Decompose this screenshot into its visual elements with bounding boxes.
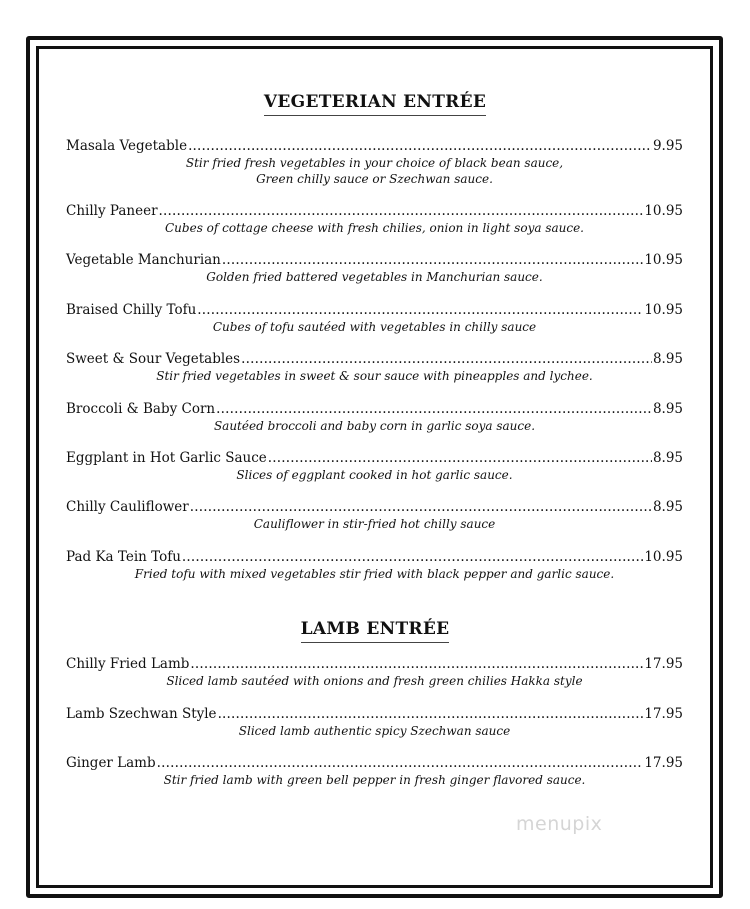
menu-item bbox=[66, 302, 683, 335]
item-description: Cauliflower in stir-fried hot chilly sauce bbox=[253, 517, 496, 531]
item-description: Fried tofu with mixed vegetables stir fried with black pepper and garlic sauce. bbox=[134, 567, 615, 581]
item-price: 17.95 bbox=[644, 656, 683, 672]
menupix-watermark: menupix bbox=[516, 813, 603, 835]
item-description: Slices of eggplant cooked in hot garlic sauce. bbox=[236, 468, 513, 482]
item-description: Sliced lamb authentic spicy Szechwan sauce bbox=[238, 724, 511, 738]
item-description: Cubes of tofu sautéed with vegetables in chilly sauce bbox=[212, 320, 537, 334]
lamb-section-title: LAMB ENTRÉE bbox=[0, 619, 750, 643]
item-name: Braised Chilly Tofu bbox=[66, 302, 197, 318]
menu-item bbox=[66, 755, 683, 788]
menu-item bbox=[66, 401, 683, 434]
item-description: Stir fried vegetables in sweet & sour sauce with pineapples and lychee. bbox=[156, 369, 593, 383]
item-name: Broccoli & Baby Corn bbox=[66, 401, 216, 417]
item-name: Pad Ka Tein Tofu bbox=[66, 549, 181, 565]
item-price: 8.95 bbox=[652, 499, 683, 515]
item-price: 17.95 bbox=[644, 755, 683, 771]
menu-item bbox=[66, 656, 683, 689]
item-price: 10.95 bbox=[644, 252, 683, 268]
menu-item bbox=[66, 499, 683, 532]
item-name: Masala Vegetable bbox=[66, 138, 188, 154]
vegetarian-section-title: VEGETERIAN ENTRÉE bbox=[0, 92, 750, 116]
item-price: 10.95 bbox=[644, 203, 683, 219]
item-description: Cubes of cottage cheese with fresh chilies, onion in light soya sauce. bbox=[165, 221, 584, 235]
item-description: Sautéed broccoli and baby corn in garlic soya sauce. bbox=[213, 419, 536, 433]
item-price: 10.95 bbox=[644, 302, 683, 318]
item-price: 10.95 bbox=[644, 549, 683, 565]
menu-item bbox=[66, 706, 683, 739]
item-price: 8.95 bbox=[652, 450, 683, 466]
item-name: Chilly Paneer bbox=[66, 203, 158, 219]
menu-item bbox=[66, 351, 683, 384]
item-name: Ginger Lamb bbox=[66, 755, 156, 771]
item-price: 9.95 bbox=[652, 138, 683, 154]
menu-item bbox=[66, 252, 683, 285]
item-name: Chilly Fried Lamb bbox=[66, 656, 190, 672]
item-name: Lamb Szechwan Style bbox=[66, 706, 217, 722]
item-description: Stir fried lamb with green bell pepper in fresh ginger flavored sauce. bbox=[163, 773, 586, 787]
menu-item bbox=[66, 138, 683, 187]
item-name: Eggplant in Hot Garlic Sauce bbox=[66, 450, 267, 466]
menu-item bbox=[66, 450, 683, 483]
item-description: Golden fried battered vegetables in Manchurian sauce. bbox=[206, 270, 543, 284]
menu-item bbox=[66, 203, 683, 236]
item-name: Vegetable Manchurian bbox=[66, 252, 221, 268]
item-price: 8.95 bbox=[652, 351, 683, 367]
item-name: Chilly Cauliflower bbox=[66, 499, 189, 515]
item-description: Sliced lamb sautéed with onions and fresh green chilies Hakka style bbox=[166, 674, 583, 688]
item-price: 17.95 bbox=[644, 706, 683, 722]
item-name: Sweet & Sour Vegetables bbox=[66, 351, 241, 367]
menu-item bbox=[66, 549, 683, 582]
item-price: 8.95 bbox=[652, 401, 683, 417]
item-description: Stir fried fresh vegetables in your choice of black bean sauce, Green chilly sauce or Szechwan sauce. bbox=[185, 156, 564, 186]
